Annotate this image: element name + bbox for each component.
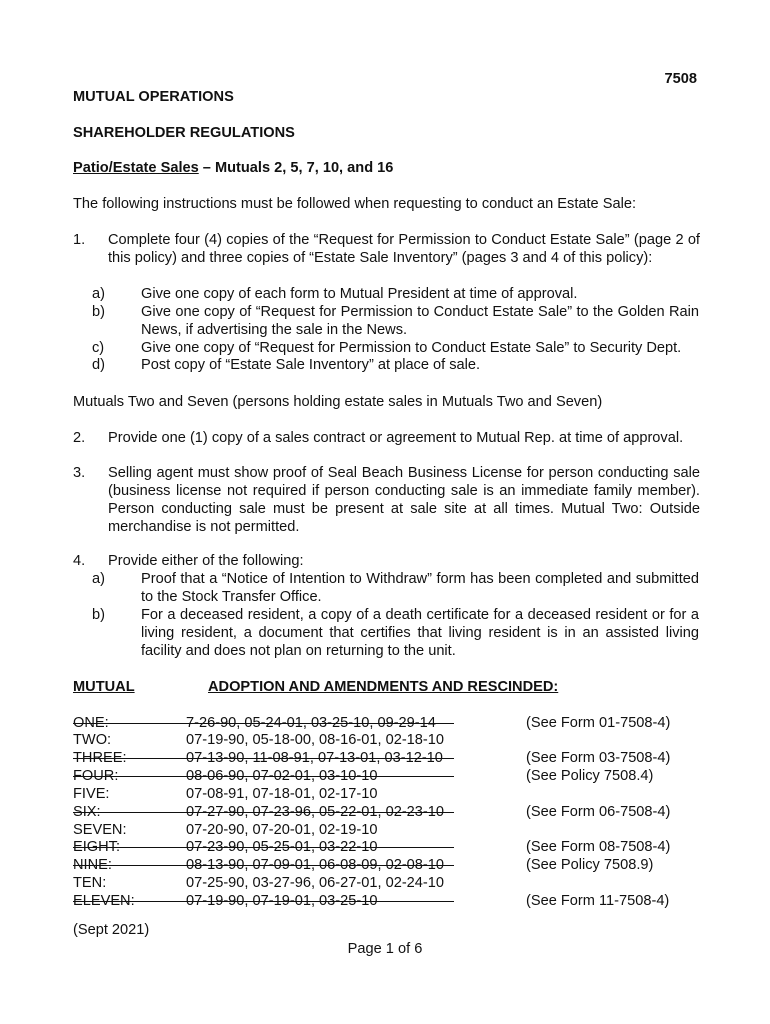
table-header-mutual: MUTUAL — [73, 679, 135, 695]
form-reference: (See Policy 7508.9) — [526, 857, 654, 873]
sub-text: Post copy of “Estate Sale Inventory” at place of sale. — [141, 357, 481, 373]
document-number: 7508 — [664, 71, 697, 87]
form-reference: (See Form 06-7508-4) — [526, 804, 671, 820]
form-reference: (See Form 03-7508-4) — [526, 750, 671, 766]
sub-text: Give one copy of “Request for Permission to Conduct Estate Sale” to Security Dept. — [141, 340, 682, 356]
item-4-number: 4. — [73, 553, 86, 569]
table-row — [73, 714, 713, 732]
mutual-name: TEN: — [73, 875, 107, 891]
intro-paragraph: The following instructions must be followed when requesting to conduct an Estate Sale: — [73, 196, 636, 212]
mutual-name: NINE: — [73, 857, 112, 873]
strikethrough-line — [73, 901, 454, 902]
table-row — [73, 821, 713, 839]
amendment-dates: 07-25-90, 03-27-96, 06-27-01, 02-24-10 — [186, 875, 444, 891]
mutual-name: TWO: — [73, 732, 112, 748]
sub-label: b) — [92, 304, 105, 320]
form-reference: (See Form 08-7508-4) — [526, 839, 671, 855]
mutual-name: ELEVEN: — [73, 893, 135, 909]
mutual-name: FIVE: — [73, 786, 110, 802]
table-row — [73, 803, 713, 821]
document-subtitle: SHAREHOLDER REGULATIONS — [73, 125, 295, 141]
amendment-dates: 07-19-90, 05-18-00, 08-16-01, 02-18-10 — [186, 732, 444, 748]
form-reference: (See Form 01-7508-4) — [526, 715, 671, 731]
amendment-dates: 07-27-90, 07-23-96, 05-22-01, 02-23-10 — [186, 804, 444, 820]
strikethrough-line — [73, 812, 454, 813]
section-heading — [73, 159, 393, 177]
strikethrough-line — [73, 758, 454, 759]
sub-text: Proof that a “Notice of Intention to Withdraw” form has been completed and submitted to the Stock Transfer Office. — [141, 571, 699, 605]
sub-text: For a deceased resident, a copy of a death certificate for a deceased resident or for a living resident, a document that certifies that living resident is in an assisted living facility and does not plan on returning to the unit. — [141, 607, 699, 659]
strikethrough-line — [73, 723, 454, 724]
table-row — [73, 856, 713, 874]
item-3-text: Selling agent must show proof of Seal Beach Business License for person conducting sale (business license not required if person conducting sale is an immediate family member). Person conducting sale must be present at sale site at all times. Mutual Two: Outside merchandise is not permitted. — [108, 465, 700, 535]
page-number: Page 1 of 6 — [347, 941, 423, 957]
strikethrough-line — [73, 847, 454, 848]
sub-label: a) — [92, 286, 105, 302]
amendment-dates: 07-08-91, 07-18-01, 02-17-10 — [186, 786, 378, 802]
item-2-number: 2. — [73, 430, 86, 446]
mutual-name: THREE: — [73, 750, 127, 766]
sub-label: a) — [92, 571, 105, 587]
table-row — [73, 785, 713, 803]
revision-date: (Sept 2021) — [73, 922, 150, 938]
mutual-name: SEVEN: — [73, 822, 127, 838]
amendment-dates: 08-13-90, 07-09-01, 06-08-09, 02-08-10 — [186, 857, 444, 873]
table-row — [73, 749, 713, 767]
amendment-dates: 07-20-90, 07-20-01, 02-19-10 — [186, 822, 378, 838]
document-title: MUTUAL OPERATIONS — [73, 89, 234, 105]
mutual-name: EIGHT: — [73, 839, 121, 855]
sub-label: b) — [92, 607, 105, 623]
table-row — [73, 767, 713, 785]
table-row — [73, 731, 713, 749]
amendment-dates: 7-26-90, 05-24-01, 03-25-10, 09-29-14 — [186, 715, 436, 731]
mutuals-note: Mutuals Two and Seven (persons holding estate sales in Mutuals Two and Seven) — [73, 394, 603, 410]
table-row — [73, 874, 713, 892]
form-reference: (See Policy 7508.4) — [526, 768, 654, 784]
amendment-dates: 08-06-90, 07-02-01, 03-10-10 — [186, 768, 378, 784]
strikethrough-line — [73, 865, 454, 866]
sub-text: Give one copy of each form to Mutual President at time of approval. — [141, 286, 578, 302]
table-row — [73, 838, 713, 856]
mutual-name: ONE: — [73, 715, 109, 731]
table-row — [73, 892, 713, 910]
amendment-dates: 07-23-90, 05-25-01, 03-22-10 — [186, 839, 378, 855]
form-reference: (See Form 11-7508-4) — [526, 893, 670, 909]
strikethrough-line — [73, 776, 454, 777]
mutual-name: SIX: — [73, 804, 101, 820]
section-title-mutuals: – Mutuals 2, 5, 7, 10, and 16 — [198, 160, 394, 176]
table-header-dates: ADOPTION AND AMENDMENTS AND RESCINDED: — [208, 679, 559, 695]
item-4-text: Provide either of the following: — [108, 553, 304, 569]
item-3-number: 3. — [73, 465, 86, 481]
sub-label: d) — [92, 357, 105, 373]
sub-label: c) — [92, 340, 105, 356]
mutual-name: FOUR: — [73, 768, 119, 784]
item-2-text: Provide one (1) copy of a sales contract or agreement to Mutual Rep. at time of approval. — [108, 430, 684, 446]
sub-text: Give one copy of “Request for Permission to Conduct Estate Sale” to the Golden Rain News, if advertising the sale in the News. — [141, 304, 699, 338]
item-1-number: 1. — [73, 232, 86, 248]
amendment-dates: 07-13-90, 11-08-91, 07-13-01, 03-12-10 — [186, 750, 443, 766]
amendment-dates: 07-19-90, 07-19-01, 03-25-10 — [186, 893, 378, 909]
item-1-text: Complete four (4) copies of the “Request for Permission to Conduct Estate Sale” (page 2 of this policy) and three copies of “Estate Sale Inventory” (pages 3 and 4 of this policy): — [108, 232, 700, 266]
section-title: Patio/Estate Sales — [73, 160, 199, 176]
